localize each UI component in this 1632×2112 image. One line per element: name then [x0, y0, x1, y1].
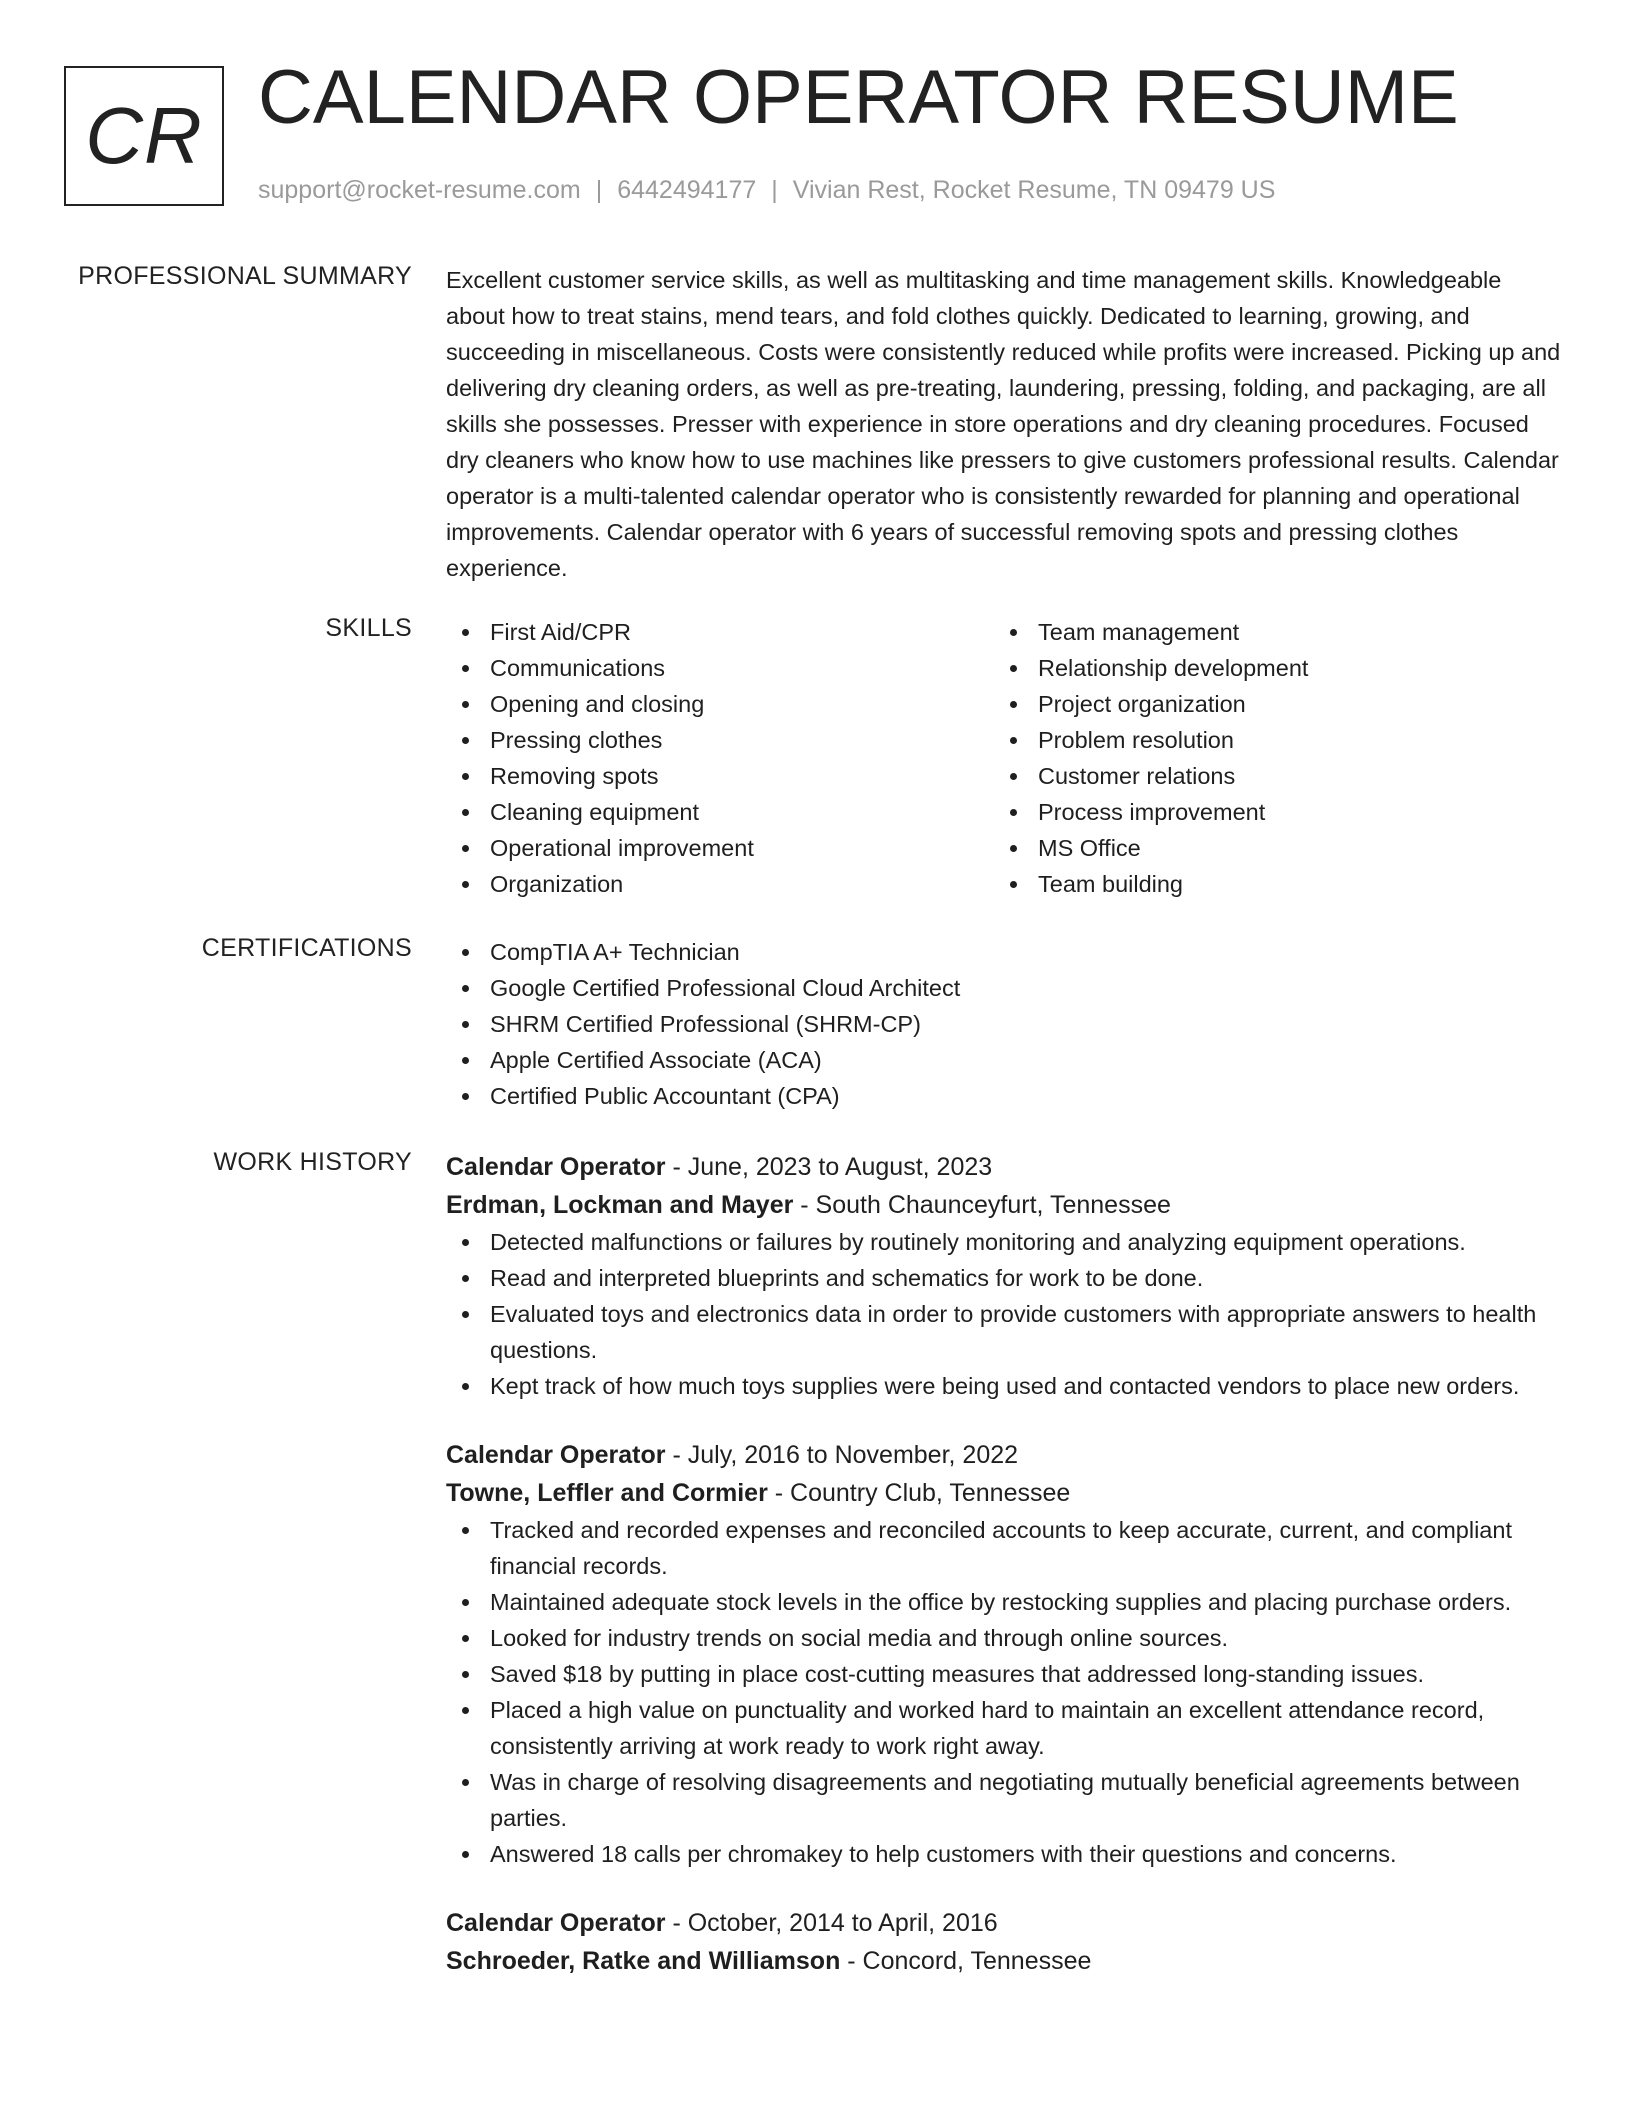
job-duty: Saved $18 by putting in place cost-cutting measures that addressed long-standing issues. [446, 1656, 1561, 1692]
job-company-line [446, 1186, 1561, 1224]
certifications-body [446, 934, 1561, 1114]
skills-body [446, 614, 1561, 902]
job-title-line [446, 1148, 1561, 1186]
skills-list-right [994, 614, 1542, 902]
skill-item: MS Office [994, 830, 1542, 866]
job-duty: Tracked and recorded expenses and reconciled accounts to keep accurate, current, and compliant financial records. [446, 1512, 1561, 1584]
skill-item: Removing spots [446, 758, 994, 794]
contact-line [258, 176, 1275, 205]
skills-heading: SKILLS [325, 614, 412, 642]
certification-item: SHRM Certified Professional (SHRM-CP) [446, 1006, 1561, 1042]
job-duties-list [446, 1512, 1561, 1872]
certification-item: Apple Certified Associate (ACA) [446, 1042, 1561, 1078]
job-company-line [446, 1474, 1561, 1512]
job-duty: Was in charge of resolving disagreements and negotiating mutually beneficial agreements between parties. [446, 1764, 1561, 1836]
skill-item: Process improvement [994, 794, 1542, 830]
job-company: Towne, Leffler and Cormier [446, 1479, 768, 1507]
job-company-line [446, 1942, 1561, 1980]
job-duty: Placed a high value on punctuality and worked hard to maintain an excellent attendance record, consistently arriving at work ready to work right away. [446, 1692, 1561, 1764]
skill-item: Communications [446, 650, 994, 686]
certifications-heading: CERTIFICATIONS [201, 934, 412, 962]
certifications-list [446, 934, 1561, 1114]
skill-item: Customer relations [994, 758, 1542, 794]
work-history-body [446, 1148, 1561, 2012]
job-duty: Evaluated toys and electronics data in order to provide customers with appropriate answers to health questions. [446, 1296, 1561, 1368]
job-title-line [446, 1904, 1561, 1942]
job-entry [446, 1436, 1561, 1872]
skill-item: Project organization [994, 686, 1542, 722]
job-title-line [446, 1436, 1561, 1474]
job-duty: Looked for industry trends on social media and through online sources. [446, 1620, 1561, 1656]
skill-item: Opening and closing [446, 686, 994, 722]
work-history-heading: WORK HISTORY [213, 1148, 412, 1176]
job-title: Calendar Operator [446, 1909, 666, 1937]
summary-text: Excellent customer service skills, as well as multitasking and time management skills. Knowledgeable about how to treat stains, mend tears, and fold clothes quickly. Dedicated to learning, growing, and succeeding in miscellaneous. Costs were consistently reduced while profits were increased. Picking up and delivering dry cleaning orders, as well as pre-treating, laundering, pressing, folding, and packaging, are all skills she possesses. Presser with experience in store operations and dry cleaning procedures. Focused dry cleaners who know how to use machines like pressers to give customers professional results. Calendar operator is a multi-talented calendar operator who is consistently rewarded for planning and operational improvements. Calendar operator with 6 years of successful removing spots and pressing clothes experience. [446, 267, 1561, 581]
skill-item: Operational improvement [446, 830, 994, 866]
contact-separator: | [595, 176, 603, 204]
certification-item: Google Certified Professional Cloud Architect [446, 970, 1561, 1006]
skill-item: First Aid/CPR [446, 614, 994, 650]
job-entry [446, 1904, 1561, 1980]
contact-address: Vivian Rest, Rocket Resume, TN 09479 US [792, 176, 1276, 204]
contact-separator: | [771, 176, 778, 204]
job-duty: Detected malfunctions or failures by routinely monitoring and analyzing equipment operations. [446, 1224, 1561, 1260]
skill-item: Problem resolution [994, 722, 1542, 758]
summary-body [446, 262, 1561, 586]
summary-heading: PROFESSIONAL SUMMARY [78, 262, 412, 290]
job-title: Calendar Operator [446, 1153, 666, 1181]
skill-item: Relationship development [994, 650, 1542, 686]
monogram-logo: CR [64, 66, 224, 206]
job-duty: Answered 18 calls per chromakey to help customers with their questions and concerns. [446, 1836, 1561, 1872]
job-duty: Maintained adequate stock levels in the office by restocking supplies and placing purchase orders. [446, 1584, 1561, 1620]
skills-list-left [446, 614, 994, 902]
certification-item: Certified Public Accountant (CPA) [446, 1078, 1561, 1114]
skill-item: Pressing clothes [446, 722, 994, 758]
skill-item: Team building [994, 866, 1542, 902]
job-duty: Read and interpreted blueprints and schematics for work to be done. [446, 1260, 1561, 1296]
job-duty: Kept track of how much toys supplies were being used and contacted vendors to place new orders. [446, 1368, 1561, 1404]
job-dates: - June, 2023 to August, 2023 [665, 1153, 993, 1181]
job-entry [446, 1148, 1561, 1404]
job-dates: - October, 2014 to April, 2016 [665, 1909, 998, 1937]
job-dates: - July, 2016 to November, 2022 [665, 1441, 1019, 1469]
job-location: - Country Club, Tennessee [767, 1479, 1071, 1507]
job-company: Erdman, Lockman and Mayer [446, 1191, 794, 1219]
contact-email[interactable]: support@rocket-resume.com [258, 176, 581, 204]
job-title: Calendar Operator [446, 1441, 666, 1469]
resume-title: CALENDAR OPERATOR RESUME [258, 55, 1459, 140]
contact-phone[interactable]: 6442494177 [617, 176, 757, 204]
skill-item: Organization [446, 866, 994, 902]
job-location: - Concord, Tennessee [840, 1947, 1092, 1975]
skill-item: Cleaning equipment [446, 794, 994, 830]
skill-item: Team management [994, 614, 1542, 650]
certification-item: CompTIA A+ Technician [446, 934, 1561, 970]
job-duties-list [446, 1224, 1561, 1404]
job-location: - South Chaunceyfurt, Tennessee [793, 1191, 1171, 1219]
job-company: Schroeder, Ratke and Williamson [446, 1947, 841, 1975]
